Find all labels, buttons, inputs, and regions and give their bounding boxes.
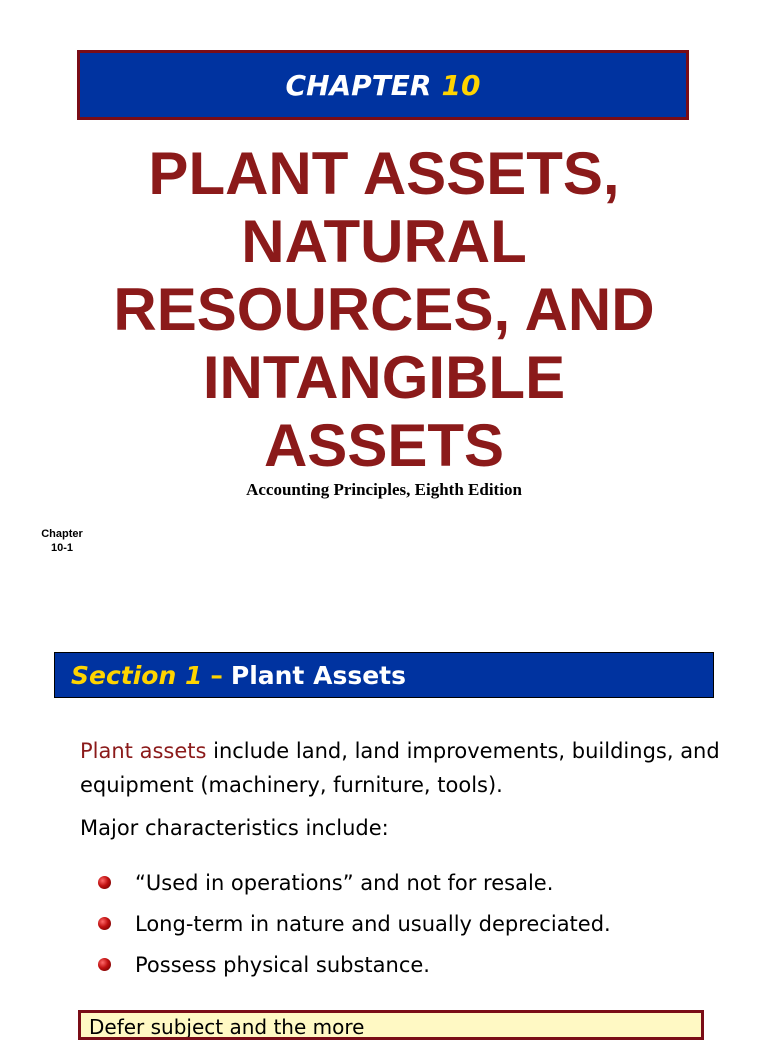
list-item-text: Long-term in nature and usually depreciated. — [135, 911, 611, 936]
bullet-icon — [98, 876, 111, 889]
callout-box — [78, 1010, 704, 1040]
book-edition: Accounting Principles, Eighth Edition — [246, 480, 522, 499]
list-item-text: Possess physical substance. — [135, 952, 430, 977]
bullet-icon — [98, 958, 111, 971]
title-line: NATURAL — [241, 208, 527, 275]
bullet-icon — [98, 917, 111, 930]
title-line: ASSETS — [263, 412, 505, 479]
slide-number-value: 10-1 — [50, 542, 74, 554]
page-title — [40, 140, 728, 480]
characteristics-intro: Major characteristics include: — [80, 816, 389, 840]
chapter-number: 10 — [441, 68, 481, 102]
title-line: RESOURCES, AND — [113, 276, 655, 343]
list-item — [98, 944, 611, 985]
chapter-banner — [77, 50, 689, 120]
section-label: Section 1 — [71, 660, 203, 690]
plant-assets-term: Plant assets — [80, 739, 207, 763]
callout-text: Defer subject and the more — [89, 1015, 365, 1039]
plant-assets-definition — [80, 734, 740, 802]
list-item — [98, 862, 611, 903]
definition-text: include land, land improvements, buildings, and equipment (machinery, furniture, tools). — [80, 739, 720, 797]
title-line: INTANGIBLE — [202, 344, 566, 411]
section-name: Plant Assets — [230, 660, 406, 690]
section-banner — [54, 652, 714, 698]
title-line: PLANT ASSETS, — [148, 140, 620, 207]
chapter-label: CHAPTER — [285, 68, 432, 102]
list-item — [98, 903, 611, 944]
slide-number — [30, 527, 94, 555]
section-dash: – — [210, 660, 223, 690]
slide-number-chapter: Chapter — [41, 528, 83, 540]
characteristics-list — [98, 862, 611, 985]
list-item-text: “Used in operations” and not for resale. — [135, 870, 554, 895]
